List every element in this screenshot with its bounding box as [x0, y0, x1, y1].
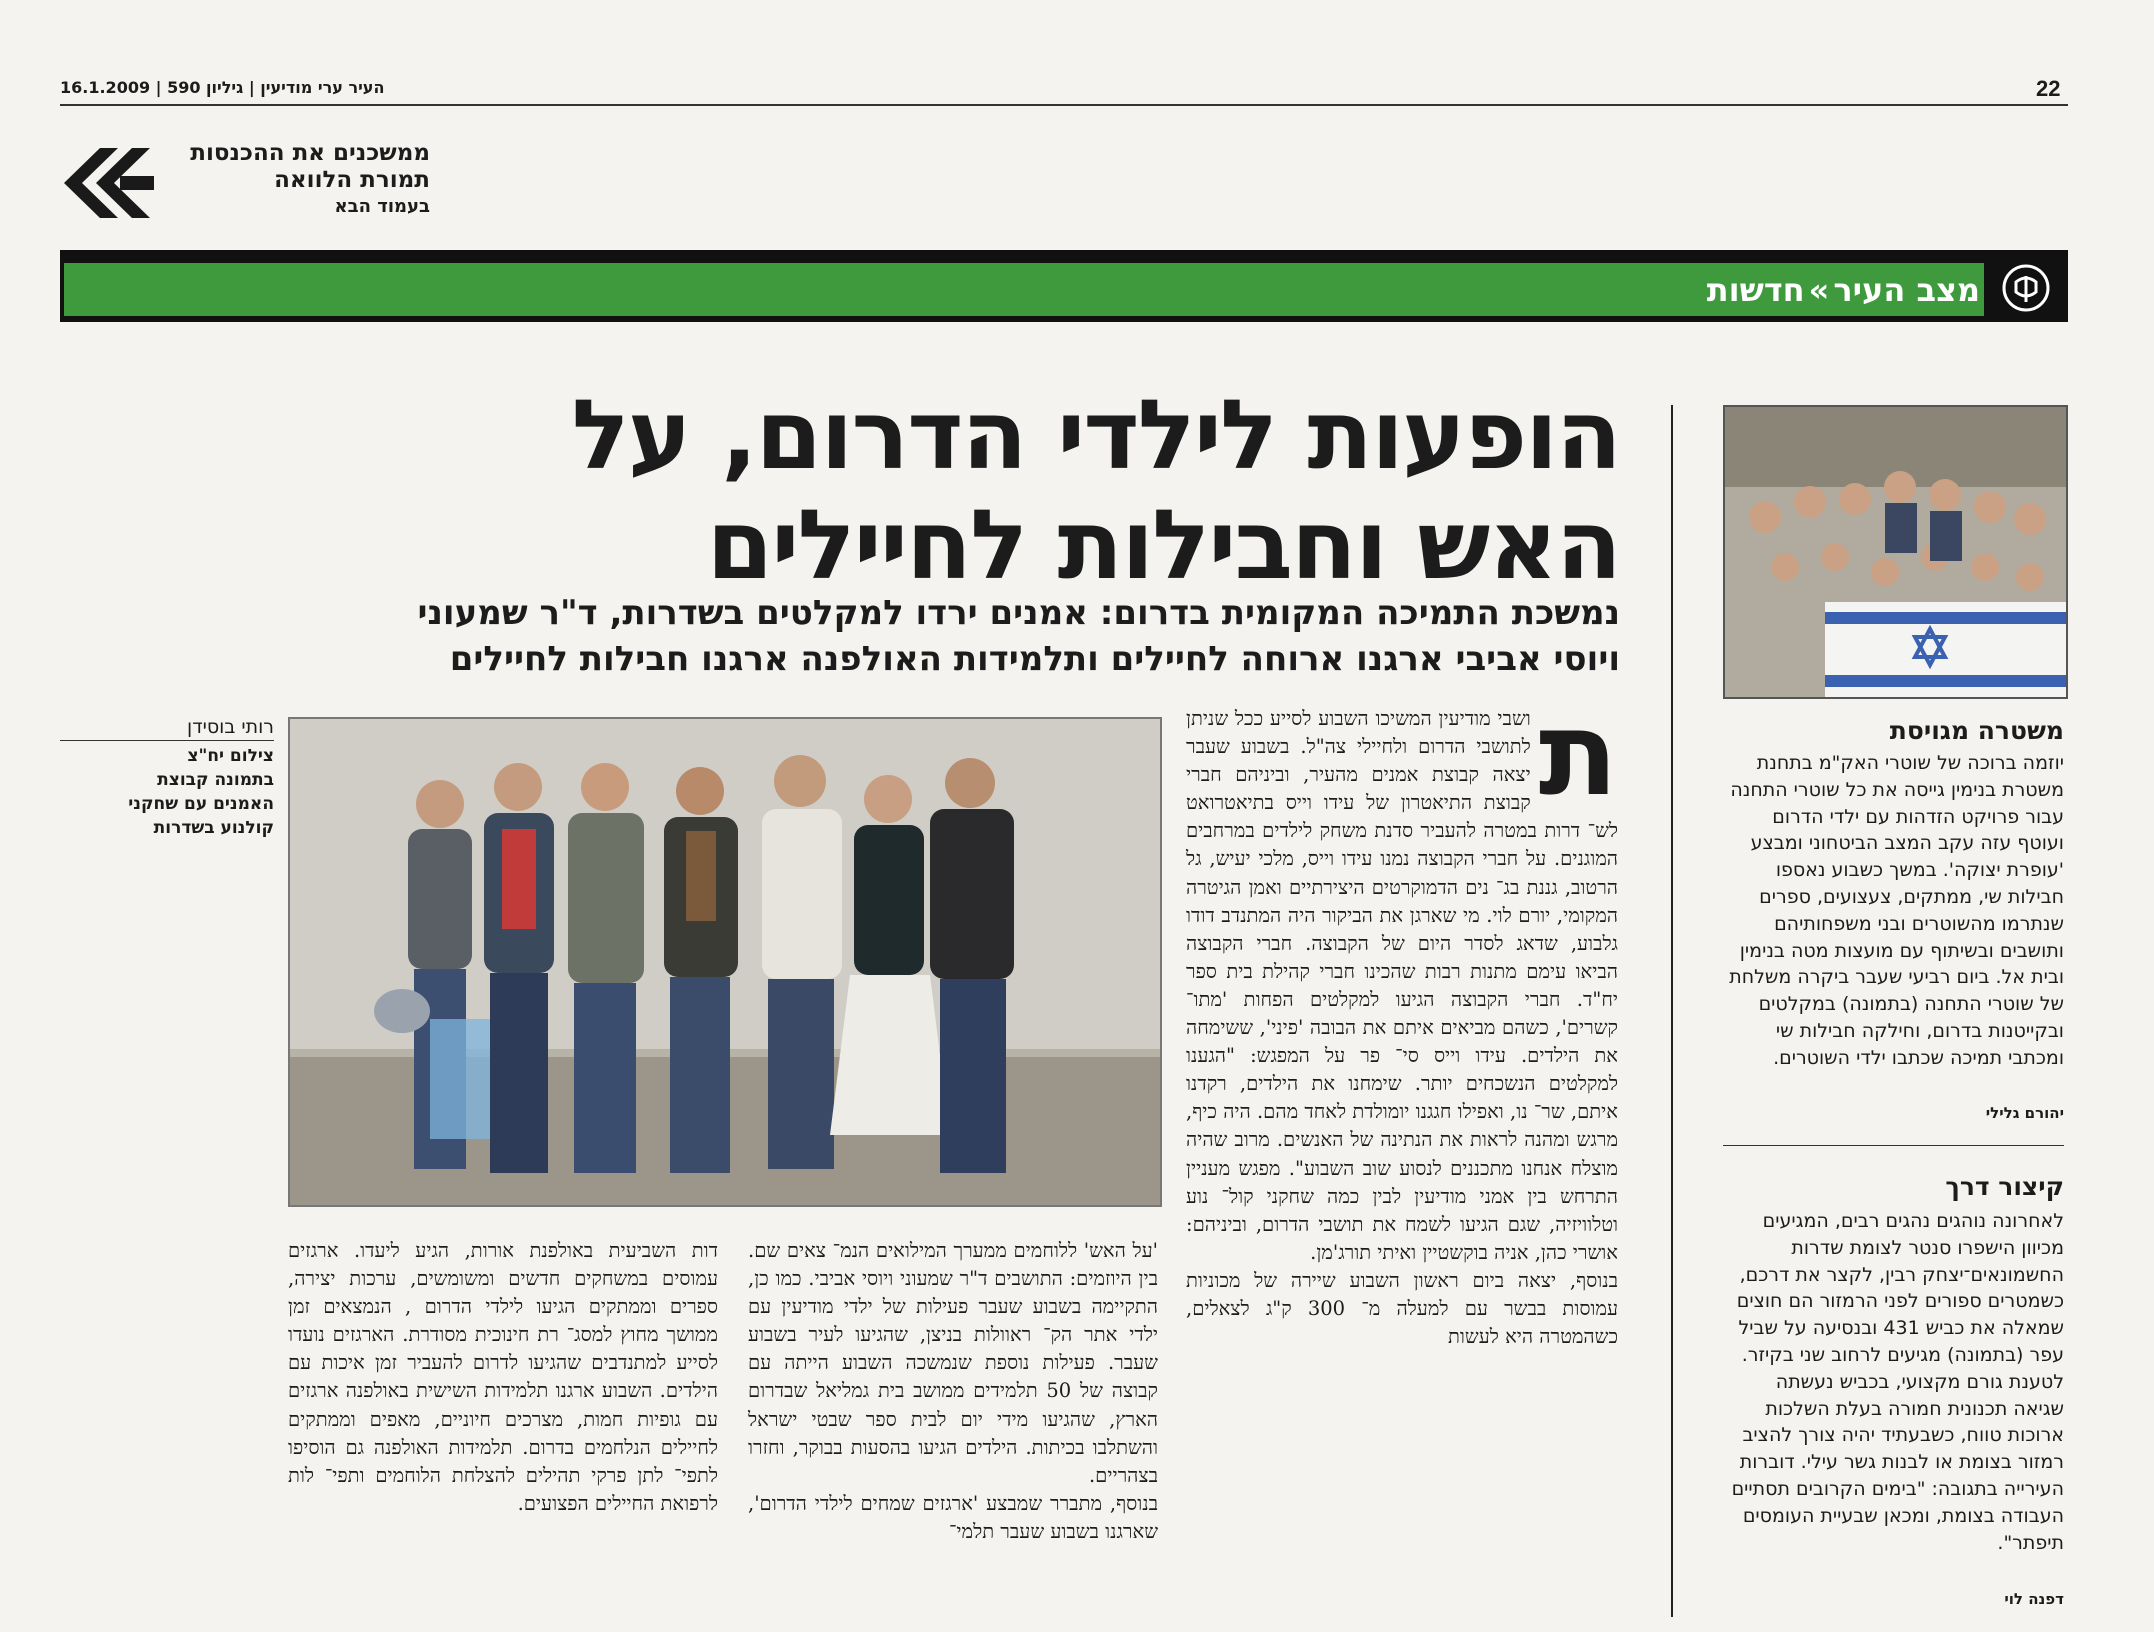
- article-subhead: [240, 590, 1620, 682]
- article-photo: [288, 717, 1162, 1207]
- group-photo-illustration: [290, 719, 1160, 1205]
- photo-credit-line-1: צילום יח"צ: [187, 746, 274, 766]
- section-label: [1500, 268, 1980, 312]
- photo-caption-line-2: בתמונה קבוצת: [157, 770, 274, 790]
- section-category: חדשות: [1706, 271, 1805, 309]
- section-name: מצב העיר: [1833, 271, 1980, 309]
- shortcut-item-body: לאחרונה נוהגים נהגים רבים, המגיעים מכיוון הישפרו סנטר לצומת שדרות החשמונאים־יצחק רבין, לקצר את דרכם, כשמטרים ספורים לפני הרמזור הם חוצים שמאלה את כביש 431 ובנסיעה על שביל עפר (בתמונה) מגיעים לרחוב שני בקיזר. לטענת גורם מקצועי, בכביש נעשתה שגיאה תכנונית חמורה בעלת השלכות ארוכות טווח, כשבעתיד יהיה צורך להציב רמזור בצומת או לבנות גשר עילי. דוברות העירייה בתגובה: "בימים הקרובים תסתיים העבודה בצומת, ומכאן שבעיית העומסים תיפתר".: [1731, 1210, 2064, 1554]
- subhead-line-2: ויוסי אביבי ארגנו ארוחה לחיילים ותלמידות האולפנה ארגנו חבילות לחיילים: [449, 639, 1620, 679]
- column-divider: [1671, 405, 1673, 1617]
- next-page-teaser[interactable]: [160, 140, 430, 220]
- teaser-line-3: בעמוד הבא: [334, 196, 430, 217]
- column-1-paragraph-2: בנוסף, יצאה ביום ראשון השבוע שיירה של מכוניות עמוסות בבשר עם למעלה מ־ 300 ק"ג לצאלים, כשהמטרה היא לעשות: [1186, 1268, 1618, 1349]
- double-chevron-left-icon: [60, 148, 154, 218]
- byline: רותי בוסידן: [187, 716, 274, 738]
- police-item-title: משטרה מגויסת: [1889, 716, 2064, 745]
- edition-line: העיר ערי מודיעין | גיליון 590 | 16.1.2009: [60, 78, 385, 97]
- headline-line-1: הופעות לילדי הדרום, על: [571, 379, 1620, 491]
- top-rule: [60, 104, 2068, 106]
- shortcut-item-title: קיצור דרך: [1945, 1172, 2064, 1201]
- column-1-paragraph-1: ושבי מודיעין המשיכו השבוע לסייע ככל שניתן לתושבי הדרום ולחיילי צה"ל. בשבוע שעבר יצאה קבוצת אמנים מהעיר, וביניהם חברי קבוצת התיאטרון של עידו וייס בתיאטרואט לש־ דרות במטרה להעביר סדנת משחק לילדים במרחבים המוגנים. על חברי הקבוצה נמנו עידו וייס, מלכי יעיש, גל הרטוב, גננת בג־ נים הדמוקרטים היצירתיים ואמן הגיטרה המקומי, יורם לוי. מי שארגן את הביקור היה המתנדב דודו גלבוע, שדאג לסדר היום של הקבוצה. חברי הקבוצה הביאו עימם מתנות רבות שהכינו חברי קהילת בית ספר יח"ד. חברי הקבוצה הגיעו למקלטים הפחות 'מתו־ קשרים', כשהם מביאים איתם את הבובה 'פיני', ששימחה את הילדים. עידו וייס סי־ פר על המפגש: "הגענו למקלטים הנשכחים יותר. שימחנו את הילדים, רקדנו איתם, שר־ נו, ואפילו חגגנו יומולדת לאחד מהם. היה כיף, מרגש ומהנה לראות את הנתינה של האנשים. מרוב שהיה מוצלח אנחנו מתכננים לנסוע שוב השבוע". מפגש מעניין התרחש בין אמני מודיעין לבין כמה שחקני קול־ נוע וטלוויזיה, שגם הגיעו לשמח את תושבי הדרום, וביניהם: אושרי כהן, אניה בוקשטיין ואיתי תורג'מן.: [1186, 707, 1618, 1264]
- photo-caption-line-3: האמנים עם שחקני: [128, 794, 274, 814]
- photo-credit: [60, 744, 274, 840]
- subhead-line-1: נמשכת התמיכה המקומית בדרום: אמנים ירדו למקלטים בשדרות, ד"ר שמעוני: [417, 593, 1620, 633]
- byline-rule: [60, 740, 274, 741]
- teaser-line-2: תמורת הלוואה: [274, 167, 430, 193]
- column-2-paragraph-2: בנוסף, מתברר שמבצע 'ארגזים שמחים לילדי הדרום', שארגנו בשבוע שעבר תלמי־: [748, 1491, 1158, 1543]
- newspaper-logo-icon: [1996, 260, 2056, 316]
- article-column-3: [288, 1237, 718, 1518]
- police-item-signature: יהורם גלילי: [1985, 1104, 2064, 1122]
- drop-cap: ת: [1538, 687, 1618, 822]
- article-column-2: [748, 1237, 1158, 1546]
- section-chevron: »: [1808, 271, 1830, 309]
- article-headline: [240, 380, 1620, 600]
- sidebar-rule: [1723, 1145, 2064, 1146]
- article-column-1: [1186, 687, 1618, 1351]
- police-delegation-illustration: [1725, 407, 2066, 697]
- teaser-line-1: ממשכנים את ההכנסות: [190, 140, 430, 166]
- page-number: 22: [2036, 76, 2061, 101]
- headline-line-2: האש וחבילות לחיילים: [706, 489, 1620, 601]
- photo-caption-line-4: קולנוע בשדרות: [153, 818, 274, 838]
- shortcut-item-signature: דפנה לוי: [2004, 1590, 2064, 1608]
- police-item-body: יוזמה ברוכה של שוטרי האק"מ בתחנת משטרת בנימין גייסה את כל שוטרי התחנה עבור פרויקט הזדהות עם ילדי הדרום ועוטף עזה עקב המצב הביטחוני ומבצע 'עופרת יצוקה'. במשך כשבוע נאספו חבילות שי, ממתקים, צעצועים, ספרים שנתרמו מהשוטרים ובני משפחותיהם ותושבים ובשיתוף עם מועצות מטה בנימין ובית אל. ביום רביעי שעבר ביקרה משלחת של שוטרי התחנה (בתמונה) במקלטים ובקייטנות בדרום, וחילקה חבילות שי ומכתבי תמיכה שכתבו ילדי השוטרים.: [1729, 752, 2064, 1069]
- column-2-paragraph-1: 'על האש' ללוחמים ממערך המילואים הנמ־ צאים שם. בין היוזמים: התושבים ד"ר שמעוני ויוסי אביבי. כמו כן, התקיימה בשבוע שעבר פעילות של ילדי מודיעין עם ילדי אתר הק־ ראוולות בניצן, שהגיעו לעיר בשבוע שעבר. פעילות נוספת שנמשכה השבוע הייתה עם קבוצה של 50 תלמידים ממושב בית גמליאל שבדרום הארץ, שהגיעו מידי יום לבית ספר שבטי ישראל והשתלבו בכיתות. הילדים הגיעו בהסעות בבוקר, וחזרו בצהריים.: [748, 1239, 1158, 1487]
- sidebar-photo: [1723, 405, 2068, 699]
- column-3-paragraph-1: דות השביעית באולפנת אורות, הגיע ליעדו. ארגזים עמוסים במשחקים חדשים ומשומשים, ערכות יצירה, ספרים וממתקים הגיעו לילדי הדרום , הנמצאים זמן ממושך מחוץ למסג־ רת חינוכית מסודרת. הארגזים נועדו לסייע למתנדבים שהגיעו לדרום להעביר זמן איכות עם הילדים. השבוע ארגנו תלמידות השישית באולפנה ארגזים עם גופיות חמות, מצרכים חיוניים, מאפים וממתקים לחיילים הנלחמים בדרום. תלמידות האולפנה גם הוסיפו לתפי־ לתן פרקי תהילים להצלחת הלוחמים ותפי־ לות לרפואת החיילים הפצועים.: [288, 1239, 718, 1515]
